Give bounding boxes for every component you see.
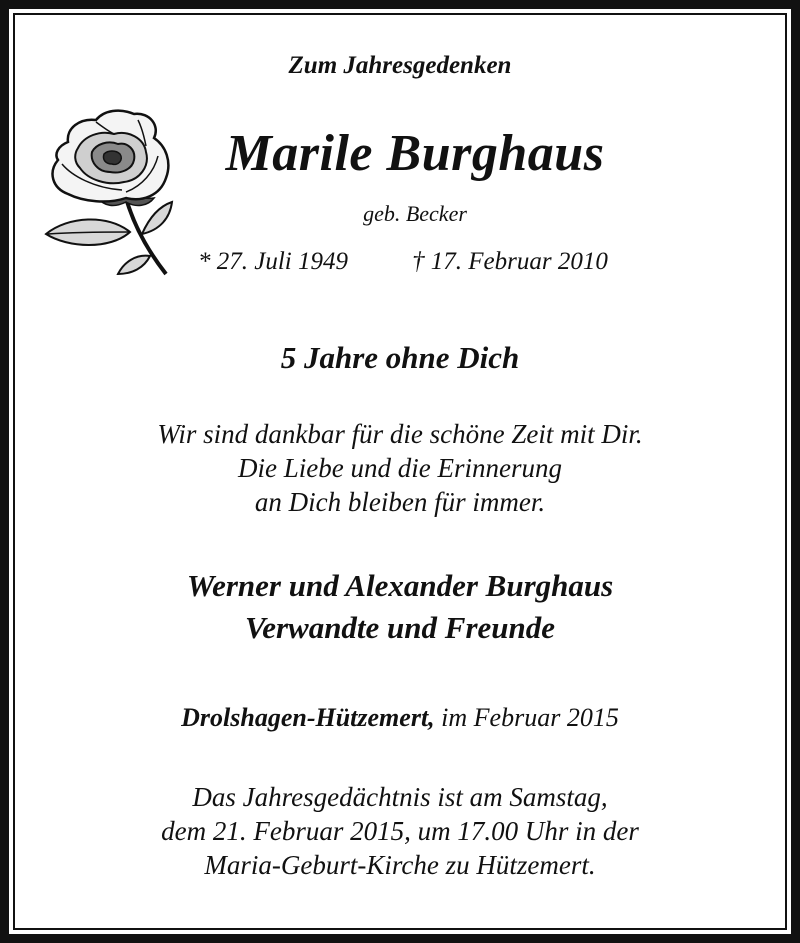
verse-line: Die Liebe und die Erinnerung — [238, 453, 562, 483]
deceased-name: Marile Burghaus — [225, 125, 605, 182]
mourners — [0, 565, 800, 649]
memorial-heading: Zum Jahresgedenken — [288, 52, 512, 79]
verse-line: an Dich bleiben für immer. — [254, 487, 546, 517]
mourner-line: Werner und Alexander Burghaus — [186, 568, 614, 603]
verse-line: Wir sind dankbar für die schöne Zeit mit Dir. — [157, 419, 643, 449]
memorial-verse — [0, 417, 800, 519]
birth-date: * 27. Juli 1949 — [198, 248, 348, 275]
service-line: Das Jahresgedächtnis ist am Samstag, — [192, 782, 608, 812]
death-date: † 17. Februar 2010 — [412, 248, 608, 275]
service-notice — [0, 780, 800, 882]
service-line: Maria-Geburt-Kirche zu Hützemert. — [204, 850, 596, 880]
place-date-line — [0, 703, 800, 733]
mourner-line: Verwandte und Freunde — [244, 610, 556, 645]
rose-icon — [38, 106, 178, 278]
maiden-name: geb. Becker — [363, 201, 467, 226]
years-without-title: 5 Jahre ohne Dich — [280, 340, 520, 375]
publication-date: im Februar 2015 — [441, 703, 619, 732]
service-line: dem 21. Februar 2015, um 17.00 Uhr in der — [161, 816, 639, 846]
place-name: Drolshagen-Hützemert, — [181, 703, 435, 732]
